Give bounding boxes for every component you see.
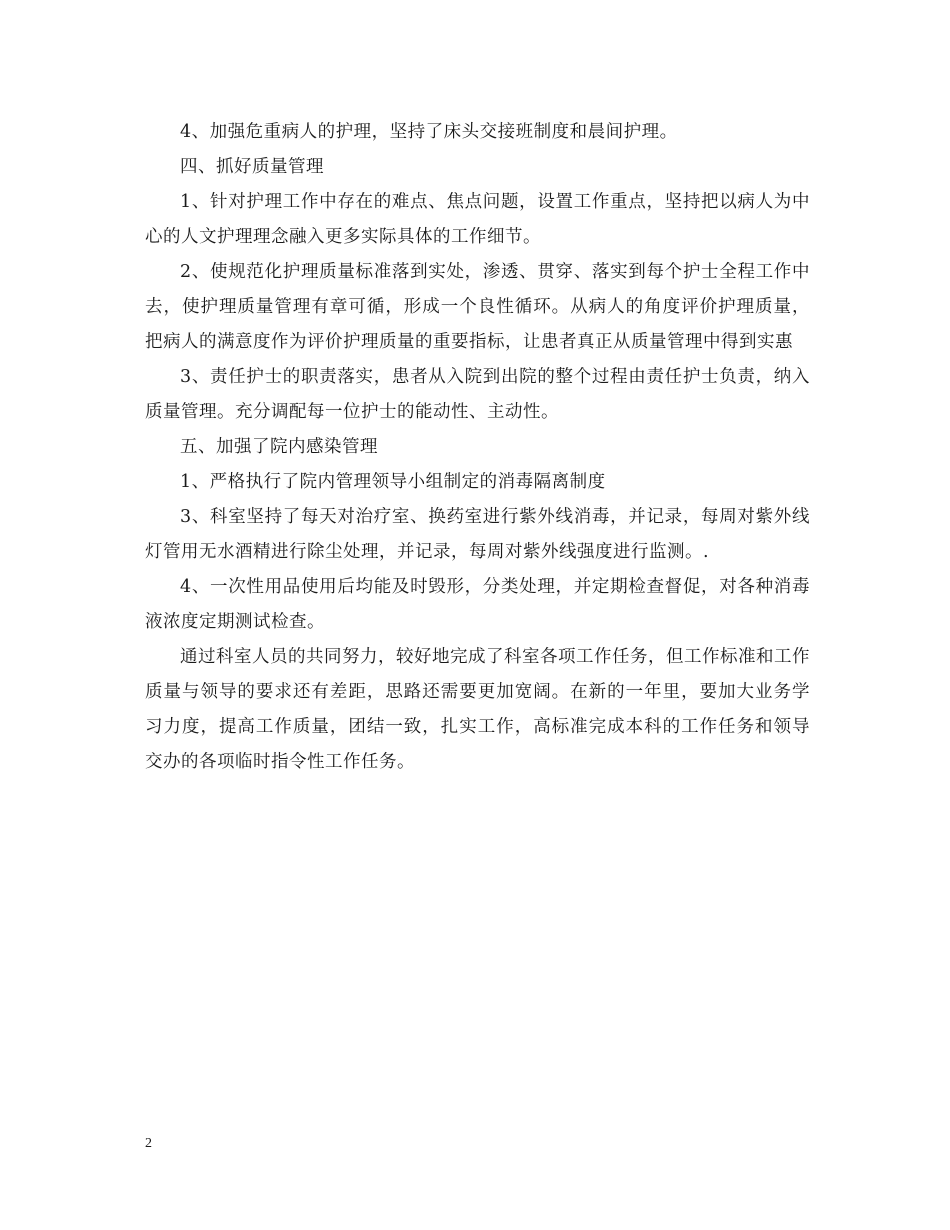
paragraph: 4、一次性用品使用后均能及时毁形，分类处理，并定期检查督促，对各种消毒液浓度定期测试检查。 bbox=[145, 577, 810, 632]
paragraph: 1、针对护理工作中存在的难点、焦点问题，设置工作重点，坚持把以病人为中心的人文护理理念融入更多实际具体的工作细节。 bbox=[145, 192, 810, 247]
paragraph: 4、加强危重病人的护理，坚持了床头交接班制度和晨间护理。 bbox=[180, 122, 678, 142]
paragraph: 3、责任护士的职责落实，患者从入院到出院的整个过程由责任护士负责，纳入质量管理。充分调配每一位护士的能动性、主动性。 bbox=[145, 367, 810, 422]
section-heading: 五、加强了院内感染管理 bbox=[180, 437, 378, 457]
section-heading: 四、抓好质量管理 bbox=[180, 157, 324, 177]
paragraph: 2、使规范化护理质量标准落到实处，渗透、贯穿、落实到每个护士全程工作中去，使护理质量管理有章可循，形成一个良性循环。从病人的角度评价护理质量，把病人的满意度作为评价护理质量的重要指标，让患者真正从质量管理中得到实惠 bbox=[145, 262, 810, 352]
document-body bbox=[145, 115, 810, 780]
paragraph: 通过科室人员的共同努力，较好地完成了科室各项工作任务，但工作标准和工作质量与领导的要求还有差距，思路还需要更加宽阔。在新的一年里，要加大业务学习力度，提高工作质量，团结一致，扎实工作，高标准完成本科的工作任务和领导交办的各项临时指令性工作任务。 bbox=[145, 647, 810, 772]
page-number: 2 bbox=[145, 1136, 152, 1151]
paragraph: 1、严格执行了院内管理领导小组制定的消毒隔离制度 bbox=[180, 472, 606, 492]
paragraph: 3、科室坚持了每天对治疗室、换药室进行紫外线消毒，并记录，每周对紫外线灯管用无水酒精进行除尘处理，并记录，每周对紫外线强度进行监测。. bbox=[145, 507, 810, 562]
